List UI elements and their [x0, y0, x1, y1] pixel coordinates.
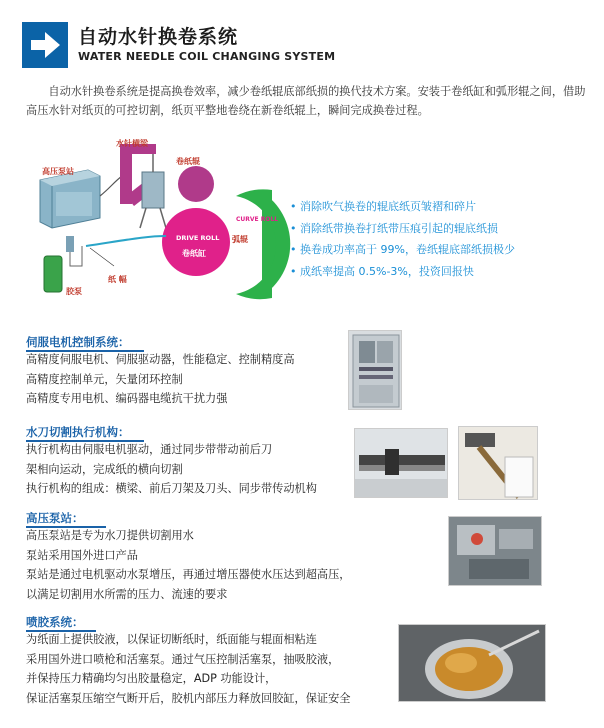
- section-line: 高精度伺服电机、伺服驱动器，性能稳定、控制精度高: [26, 353, 295, 366]
- page-title: 自动水针换卷系统: [78, 26, 239, 48]
- feature-item: • 消除吹气换卷的辊底纸页皱褶和碎片: [290, 196, 590, 218]
- label-reel-drum: 卷纸缸: [182, 249, 206, 258]
- section-line: 并保持压力精确均匀出胶量稳定，ADP 功能设计，: [26, 672, 277, 685]
- section-line: 高精度专用电机、编码器电缆抗干扰力强: [26, 392, 228, 405]
- section-title-pumpstation: 高压泵站：: [26, 511, 84, 525]
- section-line: 保证活塞泵压缩空气断开后，胶机内部压力释放回胶缸，保证安全: [26, 691, 351, 705]
- system-diagram: [26, 136, 296, 306]
- section-title-glue: 喷胶系统：: [26, 615, 84, 629]
- section-line: 高精度控制单元，矢量闭环控制: [26, 372, 183, 386]
- section-line: 泵站采用国外进口产品: [26, 548, 138, 562]
- section-line: 执行机构的组成：横梁、前后刀架及刀头、同步带传动机构: [26, 482, 317, 495]
- section-body-servo: [26, 350, 295, 409]
- glue-spray-photo: [398, 624, 546, 702]
- servo-cabinet-photo: [348, 330, 402, 410]
- label-curve-roll: CURVE ROLL: [236, 216, 279, 223]
- cutting-beam-photo-1: [354, 428, 448, 498]
- label-arc-roll: 弧辊: [232, 235, 248, 244]
- feature-list: [290, 196, 590, 282]
- label-reel-spool: 卷纸辊: [176, 157, 200, 166]
- label-pump-station: 高压泵站: [42, 167, 74, 176]
- section-line: 泵站是通过电机驱动水泵增压，再通过增压器使水压达到超高压，: [26, 568, 351, 581]
- section-body-waterknife: [26, 440, 317, 499]
- arrow-right-icon: [22, 22, 68, 68]
- label-beam: 水针横梁: [116, 139, 148, 148]
- section-title-waterknife: 水刀切割执行机构：: [26, 425, 130, 439]
- label-paper-web: 纸 幅: [108, 275, 127, 284]
- intro-paragraph: 自动水针换卷系统是提高换卷效率，减少卷纸辊底部纸损的换代技术方案。安装于卷纸缸和弧形辊之间，借助高压水针对纸页的可控切割，纸页平整地卷绕在新卷纸辊上，瞬间完成换卷过程。: [26, 85, 586, 117]
- section-body-pumpstation: [26, 526, 350, 604]
- section-body-glue: [26, 630, 350, 708]
- feature-item: • 换卷成功率高于 99%，卷纸辊底部纸损极少: [290, 239, 590, 261]
- label-drive-roll: DRIVE ROLL: [176, 234, 220, 242]
- feature-item: • 成纸率提高 0.5%-3%，投资回报快: [290, 261, 590, 283]
- section-line: 高压泵站是专为水刀提供切割用水: [26, 529, 194, 542]
- section-line: 以满足切割用水所需的压力、流速的要求: [26, 587, 228, 601]
- section-line: 为纸面上提供胶液，以保证切断纸时，纸面能与辊面相粘连: [26, 633, 317, 646]
- pump-station-photo: [448, 516, 542, 586]
- section-line: 执行机构由伺服电机驱动，通过同步带带动前后刀: [26, 443, 273, 456]
- feature-item: • 消除纸带换卷打纸带压痕引起的辊底纸损: [290, 218, 590, 240]
- page-subtitle: WATER NEEDLE COIL CHANGING SYSTEM: [78, 50, 336, 63]
- section-line: 架相向运动，完成纸的横向切割: [26, 462, 183, 476]
- section-title-servo: 伺服电机控制系统：: [26, 335, 130, 349]
- section-line: 采用国外进口喷枪和活塞泵。通过气压控制活塞泵，抽吸胶液，: [26, 652, 340, 666]
- label-glue-pump: 胶泵: [66, 287, 82, 296]
- cutting-beam-photo-2: [458, 426, 538, 500]
